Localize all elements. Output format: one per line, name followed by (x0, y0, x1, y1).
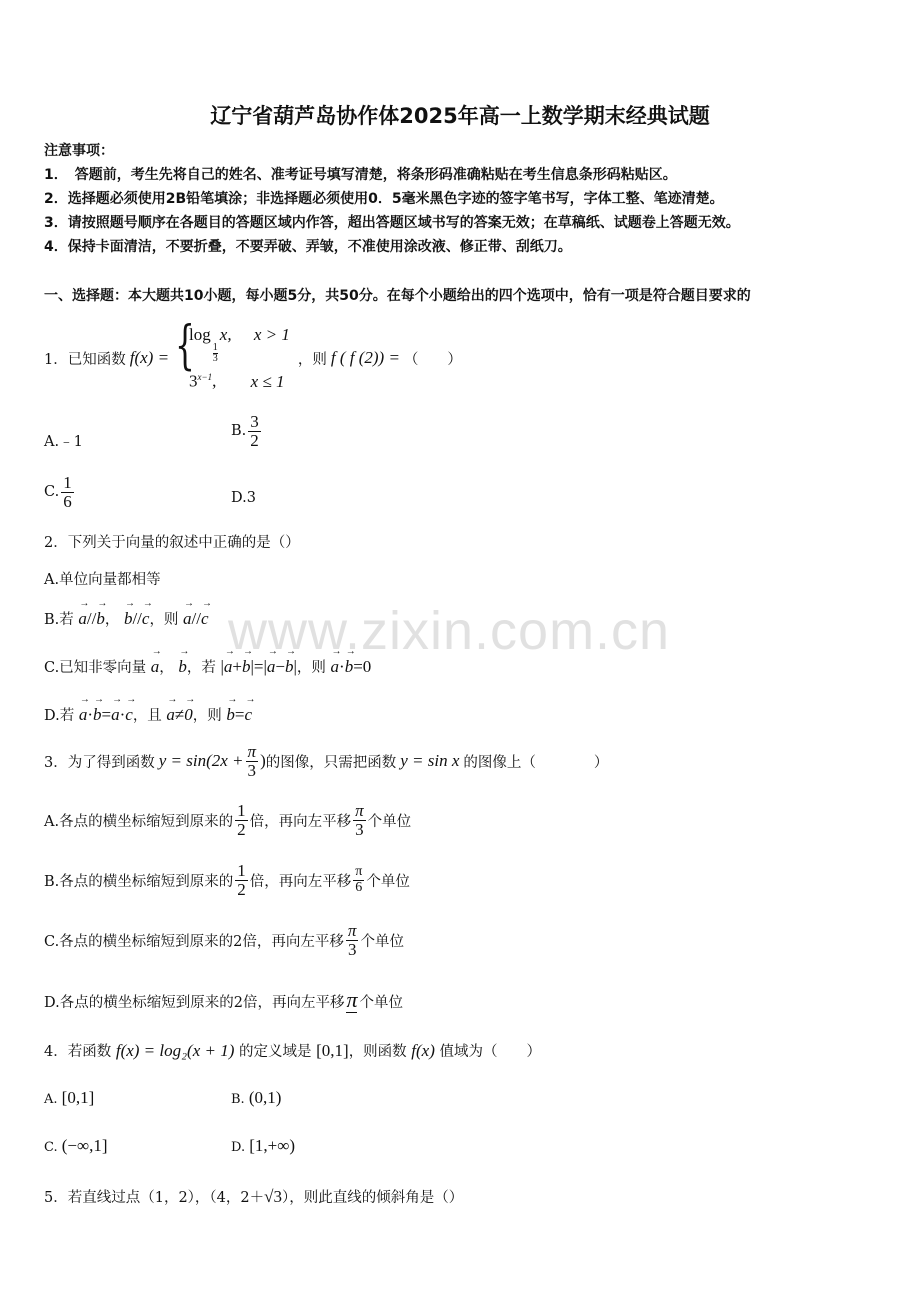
q1-option-a: A.﹣1 (44, 434, 83, 450)
section-heading: 一、选择题：本大题共10小题，每小题5分，共50分。在每个小题给出的四个选项中，恰有一项是符合题目要求的 (44, 288, 751, 304)
notice-item-4: 4．保持卡面清洁，不要折叠，不要弄破、弄皱，不准使用涂改液、修正带、刮纸刀。 (44, 239, 572, 255)
q3-option-d: D.各点的横坐标缩短到原来的2倍，再向左平移 π 个单位 (44, 987, 403, 1012)
brace-icon: { (175, 316, 195, 376)
q2-option-a: A.单位向量都相等 (44, 572, 161, 588)
q2-option-c: C.已知非零向量 → a， → b，若 |→ a+→ b|=|→ a−→ b|，则 → a·→ b=0 (44, 656, 371, 677)
q4-option-b: B. (0,1) (231, 1088, 282, 1107)
q3-option-b: B.各点的横坐标缩短到原来的 $\frac{1}{2}$ 倍，再向左平移 $\frac{\pi}{6}$ 个单位 (44, 861, 410, 899)
q1-fx: f(x) = (129, 348, 170, 368)
q2-stem: 2．下列关于向量的叙述中正确的是（） (44, 535, 300, 551)
q1-suffix: ，则 (297, 351, 327, 368)
watermark: www.zixin.com.cn (228, 601, 671, 661)
page-title: 辽宁省葫芦岛协作体2025年高一上数学期末经典试题 (210, 104, 710, 128)
q3-stem: 3．为了得到函数 y = sin(2x + $\frac{\pi}{3}$ ) 的图像，只需把函数 y = sin x 的图像上（ ） (44, 742, 609, 780)
q5-stem: 5．若直线过点（1，2），（4，2＋√3），则此直线的倾斜角是（） (44, 1187, 464, 1206)
q4-option-d: D. [1,+∞) (231, 1136, 296, 1155)
q1-paren: （ ） (403, 351, 462, 368)
q1-option-d: D.3 (231, 490, 256, 506)
notice-heading: 注意事项： (44, 143, 114, 159)
q2-option-d: D.若 → a·→ b=→ a·→ c，且 → a≠→ 0，则 → b=→ c (44, 704, 252, 725)
q2-option-b: B.若 → a//→ b， → b//→ c，则 → a//→ c (44, 608, 209, 629)
notice-item-1: 1． 答题前，考生先将自己的姓名、准考证号填写清楚，将条形码准确粘贴在考生信息条形码粘贴区。 (44, 167, 677, 183)
q3-option-c: C.各点的横坐标缩短到原来的2倍，再向左平移 $\frac{\pi}{3}$ 个单位 (44, 921, 404, 959)
notice-item-2: 2．选择题必须使用2B铅笔填涂；非选择题必须使用0．5毫米黑色字迹的签字笔书写，字体工整、笔迹清楚。 (44, 191, 724, 207)
q1-piecewise: { log $\frac{1}{3}$ x, x > 1 $3^{x-1}$, x ≤ 1 (175, 316, 290, 391)
q4-option-c: C. (−∞,1] (44, 1136, 108, 1155)
q1-prefix: 1．已知函数 (44, 351, 126, 368)
q1-option-b: B. $\frac{3}{2}$ (231, 412, 259, 450)
q4-option-a: A. [0,1] (44, 1088, 95, 1107)
notice-item-3: 3．请按照题号顺序在各题目的答题区域内作答，超出答题区域书写的答案无效；在草稿纸、试题卷上答题无效。 (44, 215, 740, 231)
q1-expr: f ( f (2)) = (330, 348, 400, 368)
q3-option-a: A.各点的横坐标缩短到原来的 $\frac{1}{2}$ 倍，再向左平移 $\frac{\pi}{3}$ 个单位 (44, 801, 412, 839)
q4-stem: 4．若函数 f(x) = log₂(x + 1) 的定义域是 [0,1]，则函数 f(x) 值域为（ ） (44, 1041, 541, 1060)
question-1 (44, 316, 462, 395)
q1-option-c: C. $\frac{1}{6}$ (44, 473, 72, 511)
